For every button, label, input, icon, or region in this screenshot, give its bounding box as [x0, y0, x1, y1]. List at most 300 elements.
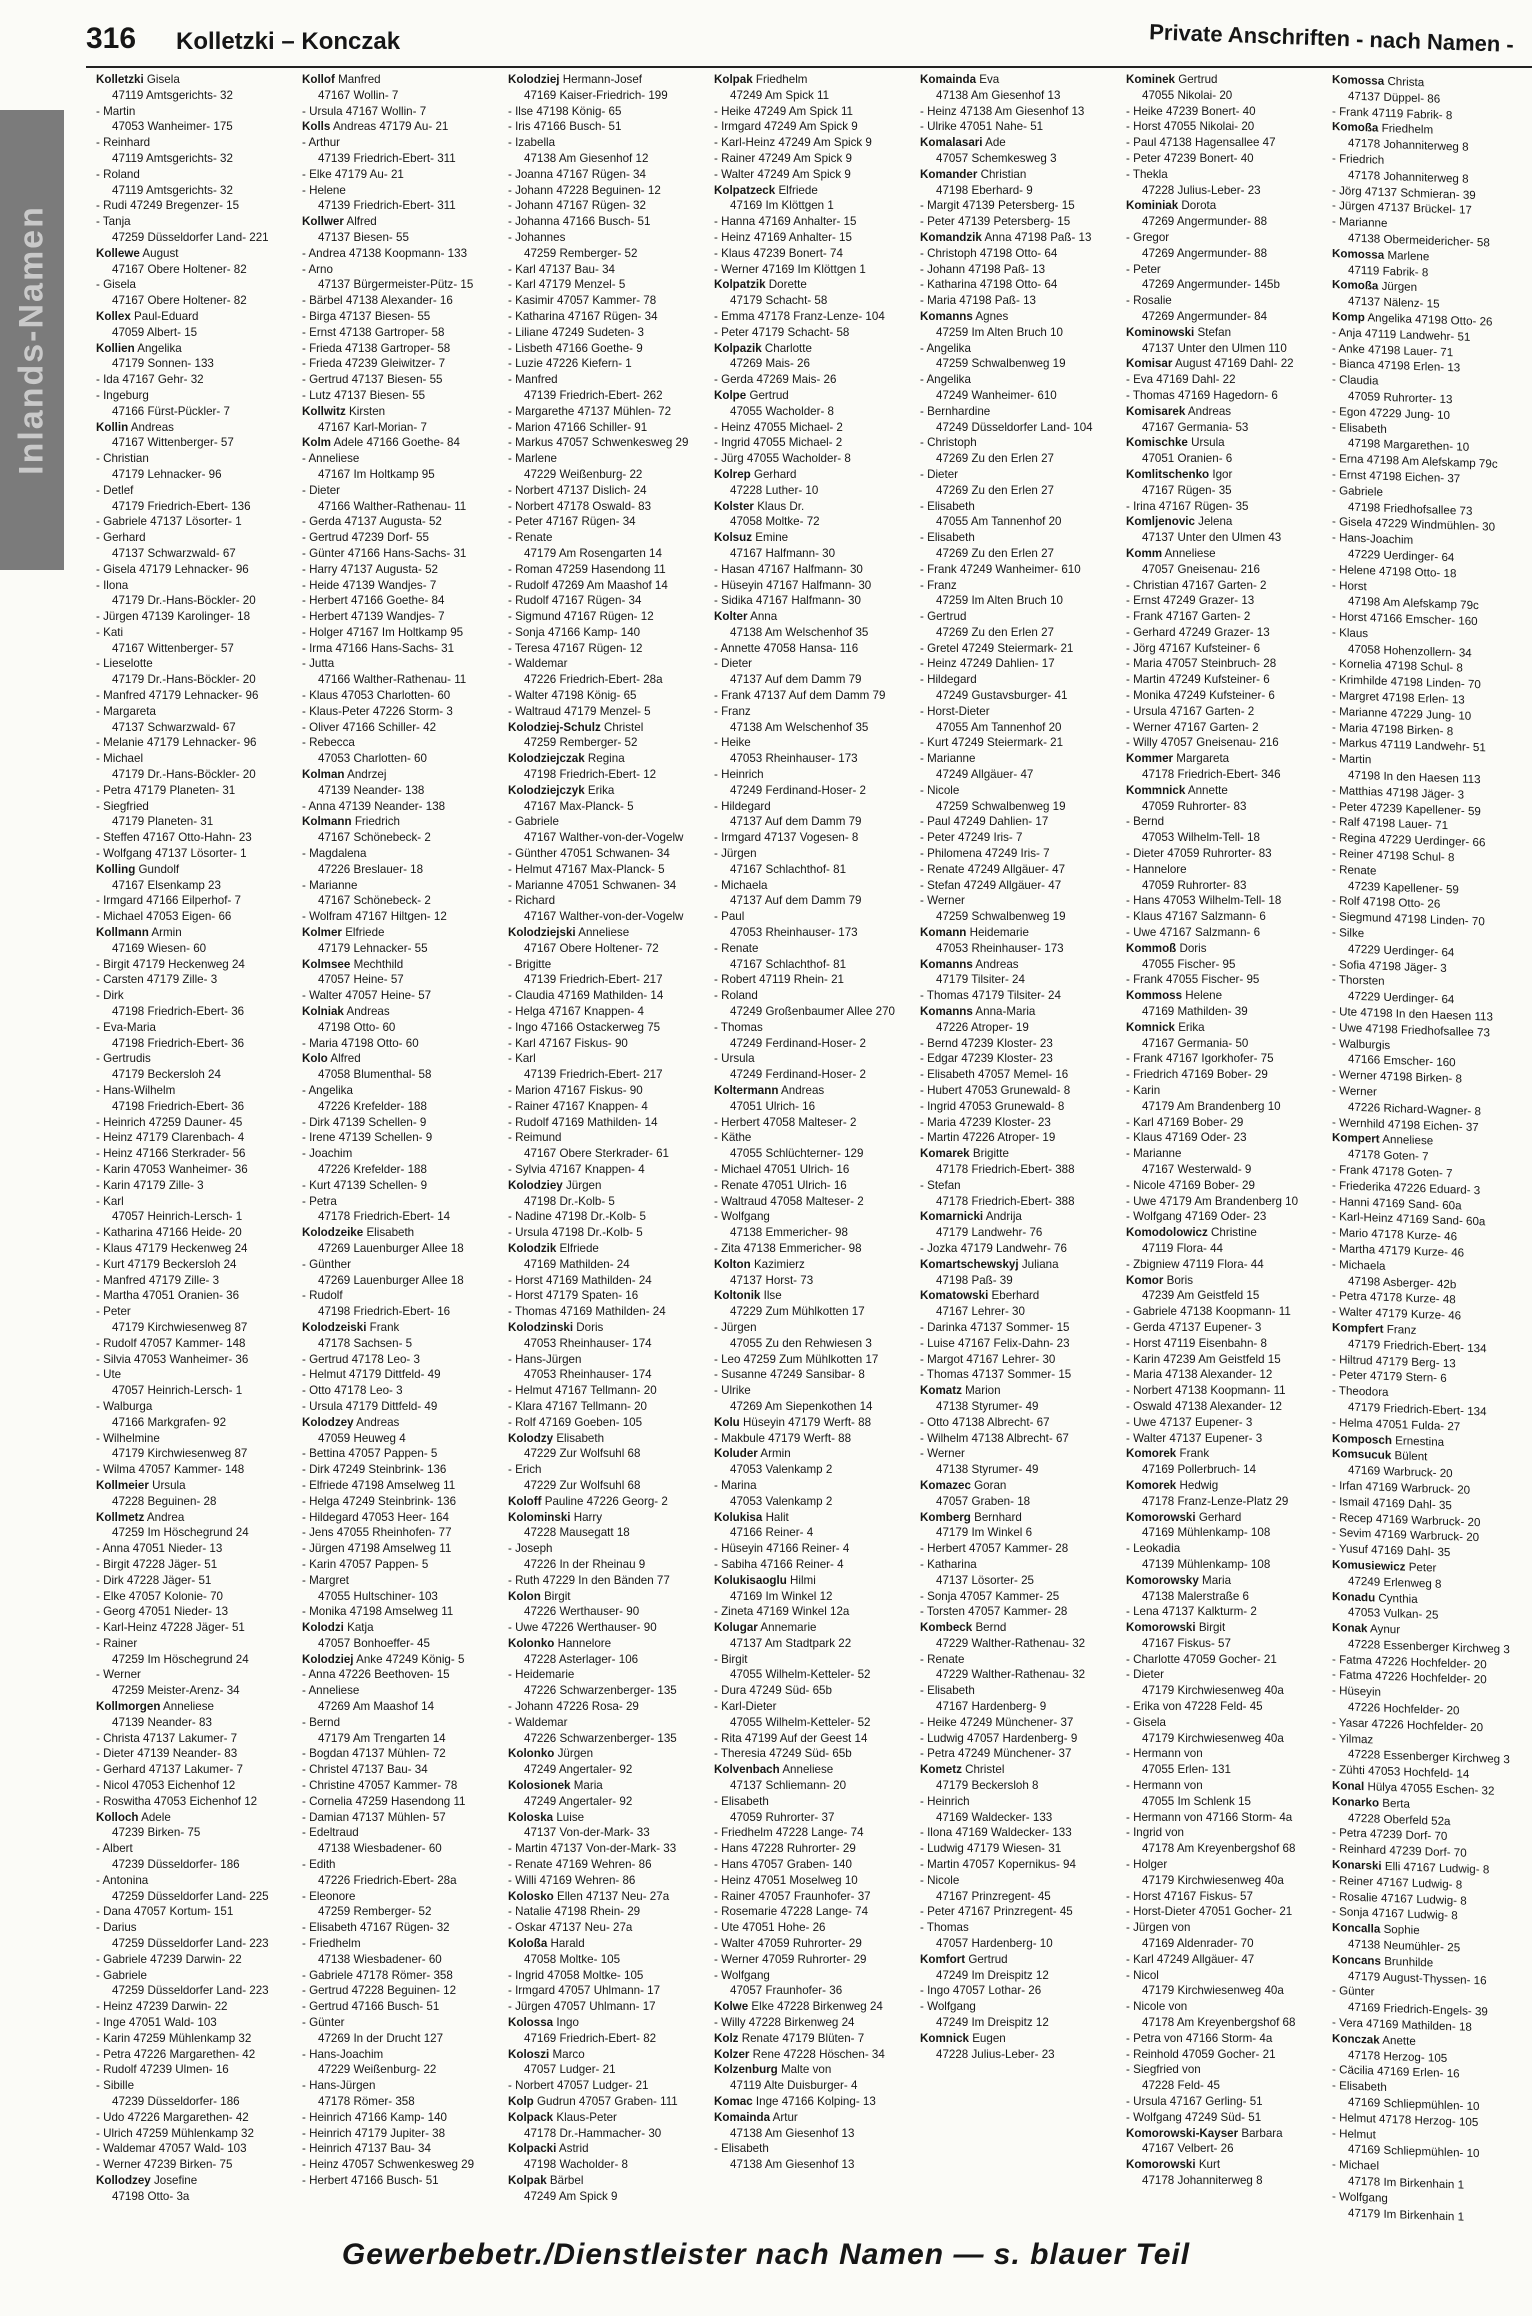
surname: Kolukisaoglu: [714, 1573, 787, 1587]
entry-name: - Johannes: [508, 230, 566, 244]
entry-name: - Hasan 47167 Halfmann- 30: [714, 562, 863, 576]
entry-address: 47226 Schwarzenberger- 135: [524, 1731, 677, 1745]
entry-address: 47178 Friedrich-Ebert- 14: [318, 1210, 451, 1224]
entry-line: [302, 1257, 500, 1273]
entry-name: Gertrud: [968, 1952, 1008, 1966]
entry-line: [302, 546, 500, 562]
entry-name: - Rainer 47057 Fraunhofer- 37: [714, 1889, 871, 1903]
surname: Kolodzik: [508, 1241, 557, 1255]
entry-line: [508, 1999, 706, 2015]
entry-line: [508, 814, 706, 830]
surname: Kolu: [714, 1415, 740, 1429]
entry-line: [96, 609, 294, 625]
entry-name: - Hiltrud 47179 Berg- 13: [1332, 1352, 1456, 1370]
surname: Kolodzey: [302, 1415, 354, 1429]
entry-address: 47249 Im Dreispitz 12: [936, 1968, 1049, 1982]
entry-name: - Käthe: [714, 1131, 752, 1145]
entry-heading: [1126, 2157, 1324, 2173]
entry-line: [96, 1194, 294, 1210]
entry-line: [508, 341, 706, 357]
entry-name: - Jürgen 47137 Brückel- 17: [1332, 199, 1472, 218]
entry-line: [1126, 372, 1324, 388]
entry-name: - Thomas: [920, 1921, 969, 1935]
entry-line: [508, 167, 706, 183]
entry-name: - Norbert 47178 Oswald- 83: [508, 499, 652, 513]
entry-heading: [302, 404, 500, 420]
entry-heading: [302, 214, 500, 230]
entry-address: 47178 Franz-Lenze-Platz 29: [1142, 1494, 1289, 1508]
entry-name: - Ulrich 47259 Mühlenkamp 32: [96, 2126, 254, 2140]
surname: Komljenovic: [1126, 515, 1195, 529]
entry-name: Doris: [1179, 941, 1207, 955]
entry-address: 47259 Schwalbenweg 19: [936, 910, 1066, 924]
entry-address: 47137 Bürgermeister-Pütz- 15: [318, 278, 474, 292]
entry-address: 47059 Ruhrorter- 83: [1142, 878, 1247, 892]
entry-name: - Horst 47167 Fiskus- 57: [1126, 1889, 1253, 1903]
entry-name: - Makbule 47179 Werft- 88: [714, 1431, 852, 1445]
entry-name: - Peter 47179 Schacht- 58: [714, 325, 850, 339]
entry-heading: [508, 2094, 706, 2110]
entry-line: [1126, 2094, 1324, 2110]
entry-line: [508, 593, 706, 609]
entry-name: Anna 47198 Paß- 13: [984, 230, 1092, 244]
entry-name: - Kurt 47249 Steiermark- 21: [920, 736, 1064, 750]
page-number: 316: [86, 22, 137, 55]
entry-address: 47178 Johanniterweg 8: [1348, 136, 1469, 154]
entry-name: - Gisela 47179 Lehnacker- 96: [96, 562, 249, 576]
entry-line: [96, 1352, 294, 1368]
entry-address: 47167 Walther-von-der-Vogelw: [524, 910, 684, 924]
entry-name: - Johann 47167 Rügen- 32: [508, 199, 646, 213]
entry-heading: [1126, 2126, 1324, 2142]
entry-name: - Elisabeth: [1332, 420, 1387, 436]
entry-line: [714, 309, 912, 325]
entry-name: - Michaela: [1332, 1257, 1386, 1273]
entry-name: - Karl 47167 Fiskus- 90: [508, 1036, 628, 1050]
entry-name: - Jürgen 47139 Karolinger- 18: [96, 610, 251, 624]
entry-heading: [1126, 941, 1324, 957]
entry-name: - Reinhold 47059 Gocher- 21: [1126, 2047, 1276, 2061]
entry-heading: [96, 341, 294, 357]
entry-address: 47179 Schacht- 58: [730, 294, 828, 308]
entry-heading: [920, 1620, 1118, 1636]
entry-heading: [714, 72, 912, 88]
entry-name: - Heinz 47249 Dahlien- 17: [920, 657, 1055, 671]
entry-name: - Marianne: [302, 878, 358, 892]
entry-name: - Anna 47226 Beethoven- 15: [302, 1668, 450, 1682]
entry-heading: [508, 783, 706, 799]
entry-name: - Johann 47228 Beguinen- 12: [508, 183, 661, 197]
entry-name: - Werner 47167 Garten- 2: [1126, 720, 1259, 734]
entry-line: [96, 1304, 294, 1320]
entry-address: 47179 Am Rosengarten 14: [524, 546, 662, 560]
entry-name: - Ursula: [714, 1052, 755, 1066]
entry-name: Andreas: [346, 1005, 390, 1019]
surname: Kolossa: [508, 2016, 554, 2030]
entry-heading: [302, 1620, 500, 1636]
entry-name: - Karl-Heinz 47228 Jäger- 51: [96, 1621, 245, 1635]
entry-line: [508, 1036, 706, 1052]
entry-line: [302, 2078, 500, 2094]
surname: Kolloch: [96, 1810, 139, 1824]
entry-line: [302, 1288, 500, 1304]
entry-name: - Peter 47167 Prinzregent- 45: [920, 1905, 1073, 1919]
entry-name: - Katharina 47167 Rügen- 34: [508, 309, 658, 323]
entry-address: 47249 Ferdinand-Hoser- 2: [730, 1068, 866, 1082]
entry-address: 47226 Hochfelder- 20: [1348, 1700, 1460, 1718]
entry-name: Gertrud: [1178, 73, 1218, 86]
entry-name: - Martha 47179 Kurze- 46: [1332, 1241, 1465, 1260]
entry-address: 47198 Dr.-Kolb- 5: [524, 1194, 615, 1208]
entry-line: [1126, 1415, 1324, 1431]
entry-name: Barbara: [1241, 2126, 1283, 2140]
entry-address: 47055 Wilhelm-Ketteler- 52: [730, 1668, 871, 1682]
entry-name: - Stefan: [920, 1178, 961, 1192]
entry-name: - Wolfram 47167 Hiltgen- 12: [302, 910, 447, 924]
surname: Komarnicki: [920, 1210, 984, 1224]
entry-line: [920, 751, 1118, 767]
entry-name: Juliana: [1021, 1257, 1059, 1271]
entry-name: - Margret 47198 Erlen- 13: [1332, 689, 1465, 707]
entry-heading: [1126, 1446, 1324, 1462]
entry-line: [302, 1494, 500, 1510]
entry-name: - Yasar 47226 Hochfelder- 20: [1332, 1715, 1484, 1735]
entry-line: [96, 1241, 294, 1257]
entry-address: 47179 Lehnacker- 55: [318, 941, 428, 955]
entry-line: [508, 988, 706, 1004]
entry-name: - Damian 47137 Mühlen- 57: [302, 1810, 446, 1824]
entry-name: - Ingrid 47058 Moltke- 105: [508, 1968, 644, 1982]
entry-line: [508, 1225, 706, 1241]
entry-line: [302, 656, 500, 672]
section-title: Private Anschriften - nach Namen -: [1149, 19, 1515, 57]
surname: Kolls: [302, 120, 331, 134]
entry-address: 47166 Emscher- 160: [1348, 1052, 1456, 1070]
entry-line: [302, 1399, 500, 1415]
entry-name: - Erna 47198 Am Alefskamp 79c: [1332, 452, 1498, 471]
entry-heading: [714, 1999, 912, 2015]
entry-name: - Roland: [96, 167, 140, 181]
entry-address: 47249 Im Dreispitz 12: [936, 2016, 1049, 2030]
entry-line: [714, 262, 912, 278]
entry-line: [96, 562, 294, 578]
entry-address: 47059 Ruhrorter- 83: [1142, 799, 1247, 813]
entry-heading: [508, 2047, 706, 2063]
entry-name: - Christel 47137 Bau- 34: [302, 1763, 428, 1777]
entry-heading: [920, 925, 1118, 941]
entry-name: - Irmgard 47166 Eilperhof- 7: [96, 894, 241, 908]
entry-line: [920, 1731, 1118, 1747]
entry-name: - Ursula 47198 Dr.-Kolb- 5: [508, 1226, 643, 1240]
entry-line: [920, 1336, 1118, 1352]
surname: Koncalla: [1332, 1921, 1381, 1936]
entry-name: Peter: [1408, 1560, 1437, 1575]
surname: Koloska: [508, 1810, 554, 1824]
entry-name: - Rainer: [96, 1636, 138, 1650]
entry-name: Marco: [552, 2047, 585, 2061]
entry-address: 47179 Kirchwiesenweg 40a: [1142, 1731, 1284, 1745]
entry-name: - Wolfgang: [1332, 2189, 1388, 2205]
entry-address: 47179 Kirchwiesenweg 87: [112, 1320, 248, 1334]
entry-address: 47169 Friedrich-Ebert- 82: [524, 2031, 657, 2045]
entry-line: [920, 893, 1118, 909]
entry-line: [302, 1825, 500, 1841]
entry-name: Sophie: [1383, 1923, 1420, 1938]
entry-name: - Maria 47198 Birken- 8: [1332, 720, 1454, 738]
entry-name: - Natalie 47198 Rhein- 29: [508, 1905, 641, 1919]
entry-address: 47249 Großenbaumer Allee 270: [730, 1005, 896, 1019]
entry-heading: [1126, 751, 1324, 767]
entry-name: - Reinhard 47239 Dorf- 70: [1332, 1842, 1467, 1860]
entry-line: [508, 230, 706, 246]
entry-line: [508, 277, 706, 293]
entry-heading: [920, 1004, 1118, 1020]
entry-heading: [508, 1636, 706, 1652]
entry-name: - Andrea 47138 Koopmann- 133: [302, 246, 468, 260]
entry-address: 47058 Hohenzollern- 34: [1348, 642, 1472, 660]
entry-name: - Anke 47198 Lauer- 71: [1332, 341, 1454, 359]
entry-address: 47053 Rheinhauser- 173: [936, 941, 1064, 955]
entry-line: [920, 1178, 1118, 1194]
entry-name: - Hüseyin: [1332, 1684, 1381, 1699]
entry-name: - Werner 47169 Im Klöttgen 1: [714, 262, 866, 276]
entry-line: [920, 988, 1118, 1004]
entry-address: 47259 Schwalbenweg 19: [936, 357, 1066, 371]
entry-name: Elfriede: [559, 1241, 599, 1255]
surname: Komorowsky: [1126, 1573, 1199, 1587]
entry-line: [1126, 1652, 1324, 1668]
entry-line: [1126, 672, 1324, 688]
entry-heading: [920, 1257, 1118, 1273]
entry-address: 47053 Wanheimer- 175: [112, 120, 233, 134]
entry-line: [714, 1130, 912, 1146]
entry-line: [96, 578, 294, 594]
entry-name: - Herbert 47139 Wandjes- 7: [302, 610, 445, 624]
surname: Konarko: [1332, 1794, 1380, 1810]
entry-name: - Lieselotte: [96, 657, 153, 671]
entry-name: - Günter 47166 Hans-Sachs- 31: [302, 546, 467, 560]
entry-name: - Helene: [302, 183, 346, 197]
entry-name: - Ingrid 47053 Grunewald- 8: [920, 1099, 1065, 1113]
entry-line: [96, 1968, 294, 1984]
entry-line: [920, 1051, 1118, 1067]
entry-name: - Nicole von: [1126, 2000, 1188, 2014]
entry-name: - Peter 47139 Petersberg- 15: [920, 215, 1071, 229]
entry-name: - Arno: [302, 262, 333, 276]
entry-heading: [1126, 1273, 1324, 1289]
entry-heading: [302, 1652, 500, 1668]
entry-name: - Thomas 47137 Sommer- 15: [920, 1368, 1072, 1382]
entry-name: - Erika von 47228 Feld- 45: [1126, 1700, 1263, 1714]
entry-name: - Werner: [920, 894, 965, 908]
entry-address: 47179 Am Brandenberg 10: [1142, 1099, 1281, 1113]
entry-address: 47179 Beckersloh 24: [112, 1068, 221, 1082]
entry-address: 47178 Sachsen- 5: [318, 1336, 413, 1350]
entry-name: Inge 47166 Kolping- 13: [755, 2095, 876, 2108]
entry-name: Artur: [772, 2110, 798, 2124]
entry-address: 47137 Biesen- 55: [318, 230, 409, 244]
entry-heading: [1126, 514, 1324, 530]
entry-address: 47249 Düsseldorfer Land- 104: [936, 420, 1093, 434]
entry-line: [96, 1573, 294, 1589]
entry-name: Ursula: [152, 1478, 186, 1492]
entry-line: [302, 846, 500, 862]
entry-line: [96, 1225, 294, 1241]
entry-name: - Gabriele 47138 Koopmann- 11: [1126, 1305, 1291, 1319]
surname: Koloßa: [508, 1937, 548, 1951]
entry-line: [714, 1731, 912, 1747]
surname: Kollmann: [96, 926, 149, 940]
entry-name: - Martin 47057 Kopernikus- 94: [920, 1858, 1076, 1872]
entry-heading: [920, 135, 1118, 151]
entry-address: 47167 Walther-von-der-Vogelw: [524, 831, 684, 845]
entry-address: 47178 Goten- 7: [1348, 1147, 1429, 1164]
entry-heading: [508, 2173, 706, 2189]
surname: Koltonik: [714, 1289, 761, 1303]
entry-address: 47167 Halfmann- 30: [730, 546, 836, 560]
entry-name: - Elfriede 47198 Amselweg 11: [302, 1478, 456, 1492]
entry-heading: [1126, 467, 1324, 483]
entry-line: [96, 1920, 294, 1936]
surname: Komanns: [920, 1005, 973, 1019]
entry-name: - Holger: [1126, 1858, 1168, 1872]
entry-heading: [714, 1446, 912, 1462]
entry-name: - Michaela: [714, 878, 768, 892]
entry-address: 47228 Julius-Leber- 23: [1142, 183, 1261, 197]
entry-heading: [508, 1589, 706, 1605]
entry-name: - Marianne 47229 Jung- 10: [1332, 704, 1472, 723]
entry-line: [508, 104, 706, 120]
entry-name: - Thomas 47169 Mathilden- 24: [508, 1305, 666, 1319]
entry-line: [920, 1652, 1118, 1668]
entry-line: [508, 451, 706, 467]
entry-line: [302, 2157, 500, 2173]
entry-line: [714, 1320, 912, 1336]
entry-name: - Emma 47178 Franz-Lenze- 104: [714, 309, 885, 323]
entry-name: - Martin 47226 Atroper- 19: [920, 1131, 1056, 1145]
entry-address: 47259 Düsseldorfer Land- 221: [112, 230, 269, 244]
entry-heading: [714, 1288, 912, 1304]
entry-heading: [714, 1762, 912, 1778]
entry-name: - Michael 47053 Eigen- 66: [96, 910, 232, 924]
entry-name: - Annette 47058 Hansa- 116: [714, 641, 859, 655]
entry-address: 47167 Schlachthof- 81: [730, 862, 847, 876]
entry-line: [302, 562, 500, 578]
entry-line: [96, 1162, 294, 1178]
entry-name: - Ute 47198 In den Haesen 113: [1332, 1005, 1493, 1024]
entry-address: 47169 Im Winkel 12: [730, 1589, 833, 1603]
entry-line: [302, 1146, 500, 1162]
entry-name: - Ingrid 47055 Michael- 2: [714, 436, 843, 450]
entry-name: - Vera 47169 Mathilden- 18: [1332, 2016, 1472, 2034]
surname: Kollmorgen: [96, 1700, 161, 1714]
entry-name: - Heike 47249 Münchener- 37: [920, 1715, 1074, 1729]
entry-name: Elke 47228 Birkenweg 24: [751, 2000, 883, 2014]
entry-address: 47053 Rheinhauser- 174: [524, 1336, 652, 1350]
surname: Komlitschenko: [1126, 467, 1210, 481]
entry-name: - Bernd: [1126, 815, 1165, 829]
entry-name: - Charlotte 47059 Gocher- 21: [1126, 1652, 1277, 1666]
entry-name: - Bernd: [302, 1715, 341, 1729]
entry-name: Birgit: [544, 1589, 571, 1603]
entry-name: - Brigitte: [508, 957, 552, 971]
entry-name: - Gertrud 47239 Dorf- 55: [302, 531, 429, 545]
entry-address: 47259 Schwalbenweg 19: [936, 799, 1066, 813]
entry-address: 47055 Erlen- 131: [1142, 1763, 1231, 1777]
entry-name: - Reinhard: [96, 136, 151, 150]
entry-line: [302, 167, 500, 183]
entry-name: - Margot 47167 Lehrer- 30: [920, 1352, 1056, 1366]
entry-name: - Silvia 47053 Wanheimer- 36: [96, 1352, 249, 1366]
entry-name: Gudrun 47057 Graben- 111: [537, 2095, 678, 2108]
surname: Kolzer: [714, 2047, 750, 2061]
entry-address: 47138 Obermeidericher- 58: [1348, 231, 1490, 250]
listing-column: [302, 72, 500, 2232]
surname: Kolodzeike: [302, 1226, 364, 1240]
entry-name: - Horst 47166 Emscher- 160: [1332, 610, 1478, 629]
entry-name: - Ursula 47167 Gerling- 51: [1126, 2095, 1263, 2108]
entry-line: [714, 972, 912, 988]
entry-line: [1126, 720, 1324, 736]
entry-line: [302, 1510, 500, 1526]
entry-name: - Oswald 47138 Alexander- 12: [1126, 1399, 1282, 1413]
entry-address: 47057 Bonhoeffer- 45: [318, 1636, 430, 1650]
entry-name: - Anna 47139 Neander- 138: [302, 799, 446, 813]
entry-heading: [508, 1510, 706, 1526]
entry-line: [302, 1194, 500, 1210]
entry-name: - Hildegard 47053 Heer- 164: [302, 1510, 449, 1524]
entry-line: [508, 625, 706, 641]
entry-name: - Klaus 47053 Charlotten- 60: [302, 689, 451, 703]
entry-line: [508, 135, 706, 151]
entry-heading: [1126, 1510, 1324, 1526]
entry-name: - Teresa 47167 Rügen- 12: [508, 641, 643, 655]
listing-column: [508, 72, 706, 2232]
entry-name: Jürgen: [566, 1178, 602, 1192]
entry-name: - Fatma 47226 Hochfelder- 20: [1332, 1668, 1487, 1687]
entry-line: [920, 641, 1118, 657]
entry-name: Josefine: [154, 2173, 198, 2187]
entry-name: - Heinz 47166 Sterkrader- 56: [96, 1147, 246, 1161]
entry-heading: [508, 1936, 706, 1952]
entry-name: - Wolfgang: [714, 1968, 770, 1982]
entry-line: [508, 483, 706, 499]
surname: Konak: [1332, 1621, 1368, 1636]
entry-line: [714, 1857, 912, 1873]
entry-name: - Reiner 47198 Schul- 8: [1332, 847, 1455, 865]
entry-line: [1126, 625, 1324, 641]
entry-name: - Claudia 47169 Mathilden- 14: [508, 989, 664, 1003]
entry-line: [302, 641, 500, 657]
entry-line: [302, 451, 500, 467]
surname: Komander: [920, 167, 978, 181]
entry-line: [302, 609, 500, 625]
surname: Kollwitz: [302, 404, 346, 418]
entry-line: [302, 2141, 500, 2157]
entry-line: [714, 151, 912, 167]
entry-line: [1126, 735, 1324, 751]
entry-line: [714, 1889, 912, 1905]
entry-name: - Michael 47051 Ulrich- 16: [714, 1162, 850, 1176]
entry-line: [1126, 119, 1324, 135]
entry-line: [508, 198, 706, 214]
entry-name: - Franz: [714, 704, 751, 718]
entry-address: 47166 Markgrafen- 92: [112, 1415, 227, 1429]
entry-heading: [508, 925, 706, 941]
entry-line: [96, 1731, 294, 1747]
entry-name: Maria: [573, 1779, 603, 1793]
entry-address: 47053 Valenkamp 2: [730, 1494, 833, 1508]
